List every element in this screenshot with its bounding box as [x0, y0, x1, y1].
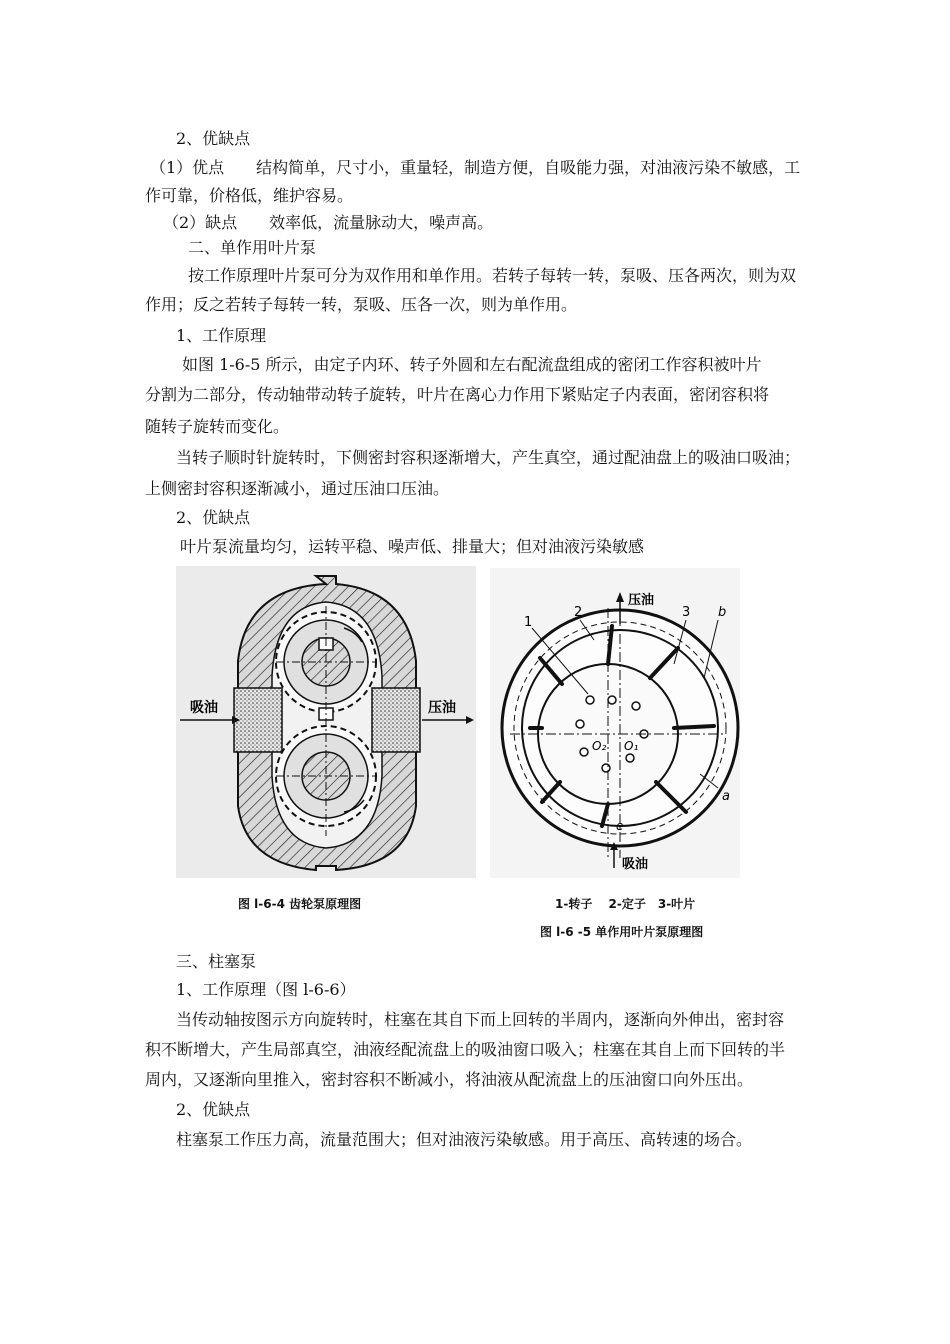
gear-pump-caption: 图 l-6-4 齿轮泵原理图 — [238, 897, 362, 911]
label-b: b — [718, 605, 727, 620]
section-heading-pros-cons: 2、优缺点 — [176, 129, 251, 148]
vane-principle-heading: 1、工作原理 — [176, 326, 267, 345]
vane-pros-heading: 2、优缺点 — [176, 508, 251, 527]
vane-principle-p2-line-2: 上侧密封容积逐渐减小，通过压油口压油。 — [145, 479, 450, 498]
label-o1: O₁ — [624, 739, 639, 753]
vane-intro-line-1: 按工作原理叶片泵可分为双作用和单作用。若转子每转一转，泵吸、压各两次，则为双 — [188, 266, 797, 285]
advantages-line-2: 作可靠，价格低，维护容易。 — [145, 186, 354, 205]
vane-outlet-label: 压油 — [628, 593, 655, 608]
label-rotor: 1 — [524, 615, 533, 630]
vane-inlet-label: 吸油 — [622, 857, 649, 872]
label-vane: 3 — [682, 605, 691, 620]
vane-principle-p1-line-3: 随转子旋转而变化。 — [145, 417, 290, 436]
gear-outlet-label: 压油 — [428, 700, 456, 716]
vane-intro-line-2: 作用；反之若转子每转一转，泵吸、压各一次，则为单作用。 — [145, 295, 578, 314]
gear-inlet-label: 吸油 — [190, 700, 218, 716]
label-a: a — [722, 789, 730, 804]
label-stator: 2 — [574, 605, 583, 620]
piston-principle-heading: 1、工作原理（图 l-6-6） — [176, 980, 356, 999]
piston-p1-line-1: 当传动轴按图示方向旋转时，柱塞在其自下而上回转的半周内，逐渐向外伸出，密封容 — [176, 1010, 785, 1029]
vane-pump-legend: 1-转子 2-定子 3-叶片 — [555, 897, 696, 911]
section-title-vane-pump: 二、单作用叶片泵 — [188, 238, 317, 257]
vane-pump-diagram — [490, 568, 740, 878]
vane-pump-caption: 图 l-6 -5 单作用叶片泵原理图 — [540, 925, 704, 939]
piston-pros-text: 柱塞泵工作压力高，流量范围大；但对油液污染敏感。用于高压、高转速的场合。 — [176, 1130, 753, 1149]
piston-p1-line-2: 积不断增大，产生局部真空，油液经配流盘上的吸油窗口吸入；柱塞在其自上而下回转的半 — [145, 1040, 786, 1059]
label-e: e — [616, 819, 624, 833]
label-o2: O₂ — [592, 739, 607, 753]
disadvantages-line: （2）缺点 效率低，流量脉动大，噪声高。 — [163, 213, 494, 232]
advantages-line-1: （1）优点 结构简单，尺寸小，重量轻，制造方便，自吸能力强，对油液污染不敏感，工 — [150, 158, 801, 177]
section-title-piston-pump: 三、柱塞泵 — [176, 952, 257, 971]
piston-pros-heading: 2、优缺点 — [176, 1100, 251, 1119]
gear-pump-diagram — [176, 566, 476, 878]
vane-principle-p1-line-1: 如图 1-6-5 所示，由定子内环、转子外圆和左右配流盘组成的密闭工作容积被叶片 — [182, 355, 762, 374]
vane-pros-text: 叶片泵流量均匀，运转平稳、噪声低、排量大；但对油液污染敏感 — [180, 537, 645, 556]
piston-p1-line-3: 周内，又逐渐向里推入，密封容积不断减小，将油液从配流盘上的压油窗口向外压出。 — [145, 1070, 754, 1089]
vane-principle-p2-line-1: 当转子顺时针旋转时，下侧密封容积逐渐增大，产生真空，通过配油盘上的吸油口吸油； — [176, 448, 801, 467]
vane-principle-p1-line-2: 分割为二部分，传动轴带动转子旋转，叶片在离心力作用下紧贴定子内表面，密闭容积将 — [145, 385, 770, 404]
